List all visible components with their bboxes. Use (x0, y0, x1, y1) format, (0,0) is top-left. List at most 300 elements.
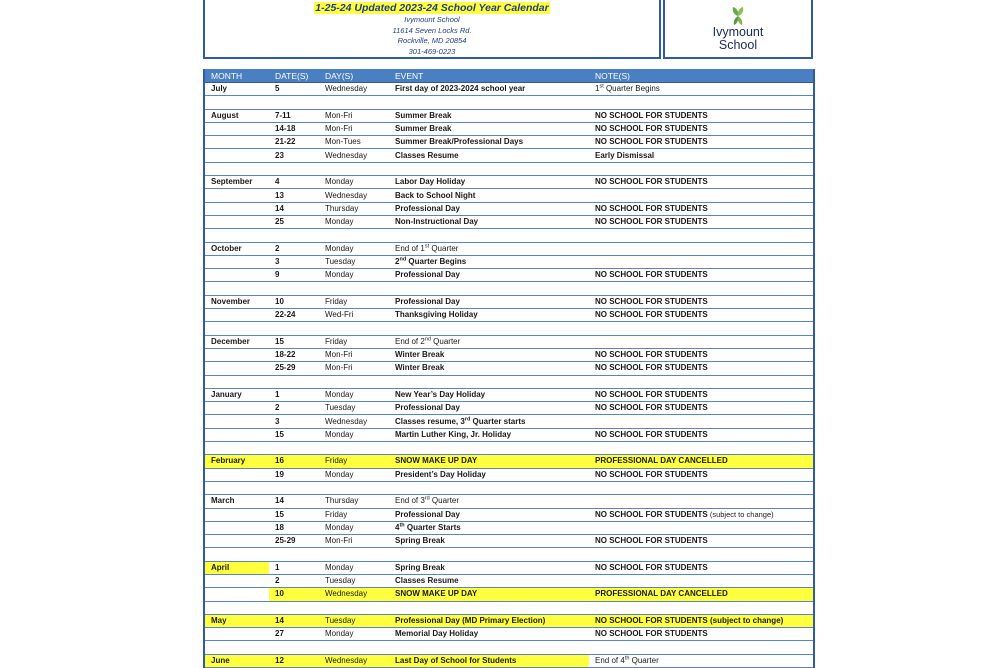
table-row (204, 588, 814, 601)
cell-date: 5 (269, 83, 319, 96)
cell-event (389, 202, 589, 215)
cell-note (589, 202, 814, 215)
cell-month (204, 149, 269, 162)
col-dates-header: DATE(S) (269, 69, 319, 83)
spacer-row (204, 322, 814, 335)
cell-note (589, 508, 814, 521)
empty-cell (589, 601, 814, 614)
cell-note (589, 149, 814, 162)
cell-event (389, 348, 589, 361)
empty-cell (589, 442, 814, 455)
empty-cell (204, 641, 269, 654)
empty-cell (204, 375, 269, 388)
empty-cell (319, 601, 389, 614)
empty-cell (319, 229, 389, 242)
table-row (204, 415, 814, 428)
cell-month: September (204, 176, 269, 189)
cell-day: Mon-Fri (319, 109, 389, 122)
col-month-header: MONTH (204, 69, 269, 83)
cell-note (589, 215, 814, 228)
cell-event (389, 415, 589, 428)
cell-date: 3 (269, 255, 319, 268)
cell-date: 14 (269, 202, 319, 215)
cell-month (204, 574, 269, 587)
cell-date: 7-11 (269, 109, 319, 122)
cell-month: January (204, 388, 269, 401)
school-name: Ivymount School (404, 15, 460, 24)
cell-date: 4 (269, 176, 319, 189)
cell-day: Wednesday (319, 588, 389, 601)
empty-cell (319, 641, 389, 654)
spacer-row (204, 96, 814, 109)
note-text: NO SCHOOL FOR STUDENTS (595, 124, 708, 134)
cell-note (589, 628, 814, 641)
cell-date: 1 (269, 561, 319, 574)
event-text: Winter Break (395, 363, 445, 373)
cell-month (204, 269, 269, 282)
cell-day: Monday (319, 468, 389, 481)
cell-note (589, 242, 814, 255)
event-sup: th (399, 522, 405, 529)
cell-date: 18 (269, 521, 319, 534)
cell-event (389, 309, 589, 322)
event-text-after: Quarter Begins (406, 257, 467, 266)
cell-note (589, 588, 814, 601)
event-text: President’s Day Holiday (395, 469, 486, 479)
event-text: Professional Day (395, 296, 460, 306)
cell-event (389, 388, 589, 401)
cell-day: Wednesday (319, 149, 389, 162)
cell-day: Wednesday (319, 415, 389, 428)
empty-cell (269, 641, 319, 654)
calendar-title: 1-25-24 Updated 2023-24 School Year Calendar (315, 2, 549, 14)
cell-date: 15 (269, 428, 319, 441)
empty-cell (389, 548, 589, 561)
event-sup: nd (424, 336, 431, 343)
spacer-row (204, 442, 814, 455)
cell-month (204, 468, 269, 481)
event-text: Summer Break/Professional Days (395, 137, 524, 147)
cell-date: 19 (269, 468, 319, 481)
cell-note (589, 535, 814, 548)
calendar-table (203, 69, 815, 668)
empty-cell (389, 641, 589, 654)
cell-month (204, 521, 269, 534)
cell-month (204, 136, 269, 149)
empty-cell (589, 641, 814, 654)
cell-month (204, 122, 269, 135)
event-text: First day of 2023-2024 school year (395, 84, 526, 94)
cell-month (204, 255, 269, 268)
table-row (204, 561, 814, 574)
cell-event (389, 614, 589, 627)
calendar-body (204, 83, 814, 668)
spacer-row (204, 375, 814, 388)
cell-note (589, 455, 814, 468)
empty-cell (319, 322, 389, 335)
event-text: Classes Resume (395, 150, 459, 160)
cell-day: Monday (319, 561, 389, 574)
cell-month (204, 628, 269, 641)
cell-date: 13 (269, 189, 319, 202)
note-text-after: Quarter Begins (603, 84, 660, 94)
empty-cell (204, 601, 269, 614)
event-text: Memorial Day Holiday (395, 629, 479, 639)
cell-day: Friday (319, 455, 389, 468)
empty-cell (589, 548, 814, 561)
empty-cell (389, 442, 589, 455)
cell-month (204, 309, 269, 322)
empty-cell (204, 481, 269, 494)
table-row (204, 348, 814, 361)
cell-note (589, 521, 814, 534)
cell-month: June (204, 654, 269, 667)
cell-day: Friday (319, 508, 389, 521)
cell-month: July (204, 83, 269, 96)
event-text: Martin Luther King, Jr. Holiday (395, 429, 512, 439)
cell-event (389, 574, 589, 587)
logo-text-line2: School (718, 38, 758, 52)
cell-day: Thursday (319, 202, 389, 215)
table-row (204, 614, 814, 627)
cell-event (389, 122, 589, 135)
cell-month (204, 508, 269, 521)
empty-cell (589, 96, 814, 109)
cell-event (389, 588, 589, 601)
cell-date: 2 (269, 242, 319, 255)
table-row (204, 309, 814, 322)
event-text-after: Quarter starts (470, 416, 526, 426)
cell-month (204, 348, 269, 361)
cell-date: 1 (269, 388, 319, 401)
cell-date: 25-29 (269, 362, 319, 375)
event-text: New Year’s Day Holiday (395, 389, 486, 399)
table-row (204, 136, 814, 149)
table-row (204, 335, 814, 348)
cell-event (389, 628, 589, 641)
empty-cell (389, 601, 589, 614)
school-logo (663, 0, 813, 59)
event-text: Spring Break (395, 536, 445, 546)
cell-date: 18-22 (269, 348, 319, 361)
cell-month: October (204, 242, 269, 255)
empty-cell (269, 96, 319, 109)
event-text: End of 2 (395, 336, 425, 346)
cell-note (589, 269, 814, 282)
empty-cell (269, 375, 319, 388)
cell-date: 25 (269, 215, 319, 228)
event-sup: nd (399, 256, 407, 263)
cell-month (204, 189, 269, 202)
event-text: 4 (395, 522, 400, 532)
note-sup: th (624, 655, 630, 662)
cell-day: Monday (319, 521, 389, 534)
empty-cell (319, 282, 389, 295)
empty-cell (389, 282, 589, 295)
cell-date: 15 (269, 335, 319, 348)
note-text-after: Quarter (629, 655, 659, 665)
cell-day: Monday (319, 628, 389, 641)
table-row (204, 189, 814, 202)
table-row (204, 468, 814, 481)
leaf-logo-icon (729, 6, 747, 26)
empty-cell (269, 442, 319, 455)
cell-date: 14 (269, 495, 319, 508)
cell-date: 23 (269, 149, 319, 162)
cell-event (389, 455, 589, 468)
cell-day: Monday (319, 242, 389, 255)
note-text: NO SCHOOL FOR STUDENTS (595, 217, 708, 227)
cell-event (389, 269, 589, 282)
cell-event (389, 468, 589, 481)
note-sup: st (599, 83, 604, 90)
note-text: NO SCHOOL FOR STUDENTS (595, 389, 708, 399)
empty-cell (319, 375, 389, 388)
spacer-row (204, 601, 814, 614)
table-row (204, 269, 814, 282)
empty-cell (269, 322, 319, 335)
cell-day: Friday (319, 295, 389, 308)
school-street: 11614 Seven Locks Rd. (392, 25, 472, 35)
spacer-row (204, 548, 814, 561)
table-row (204, 242, 814, 255)
empty-cell (269, 282, 319, 295)
event-text: Last Day of School for Students (395, 655, 517, 665)
table-row (204, 255, 814, 268)
note-text: End of 4 (595, 655, 625, 665)
table-header-row (204, 69, 814, 83)
cell-note (589, 309, 814, 322)
cell-note (589, 495, 814, 508)
note-text: NO SCHOOL FOR STUDENTS (595, 296, 708, 306)
note-text: NO SCHOOL FOR STUDENTS (595, 177, 708, 187)
event-text-after: Quarter Starts (404, 522, 461, 532)
table-row (204, 535, 814, 548)
event-text: Winter Break (395, 350, 445, 360)
cell-month: November (204, 295, 269, 308)
cell-day: Tuesday (319, 255, 389, 268)
event-text: Professional Day (MD Primary Election) (395, 616, 546, 626)
event-text: Non-Instructional Day (395, 217, 479, 227)
cell-day: Mon-Fri (319, 362, 389, 375)
note-text: NO SCHOOL FOR STUDENTS (595, 403, 708, 413)
calendar-header (203, 0, 661, 59)
event-text: End of 1 (395, 243, 425, 253)
event-sup: rd (464, 415, 471, 422)
empty-cell (319, 548, 389, 561)
cell-note (589, 109, 814, 122)
note-text: NO SCHOOL FOR STUDENTS (595, 509, 708, 519)
cell-day: Mon-Fri (319, 348, 389, 361)
event-text: 2 (395, 257, 400, 266)
table-row (204, 362, 814, 375)
cell-date: 14-18 (269, 122, 319, 135)
note-text: NO SCHOOL FOR STUDENTS (595, 469, 708, 479)
empty-cell (319, 162, 389, 175)
cell-note (589, 122, 814, 135)
col-days-header: DAY(S) (319, 69, 389, 83)
cell-note (589, 136, 814, 149)
cell-day: Mon-Tues (319, 136, 389, 149)
spacer-row (204, 229, 814, 242)
cell-event (389, 215, 589, 228)
note-text: NO SCHOOL FOR STUDENTS (595, 203, 708, 213)
cell-event (389, 508, 589, 521)
empty-cell (204, 322, 269, 335)
cell-date: 3 (269, 415, 319, 428)
cell-month (204, 535, 269, 548)
empty-cell (269, 229, 319, 242)
empty-cell (204, 442, 269, 455)
note-text: NO SCHOOL FOR STUDENTS (595, 350, 708, 360)
cell-note (589, 176, 814, 189)
cell-month: May (204, 614, 269, 627)
cell-note (589, 295, 814, 308)
event-sup: st (424, 243, 430, 250)
empty-cell (204, 548, 269, 561)
cell-event (389, 136, 589, 149)
school-phone: 301-469-0223 (408, 46, 456, 56)
cell-event (389, 428, 589, 441)
cell-note (589, 614, 814, 627)
event-text-after: Quarter (429, 496, 460, 506)
cell-date: 21-22 (269, 136, 319, 149)
spacer-row (204, 162, 814, 175)
cell-event (389, 402, 589, 415)
empty-cell (204, 282, 269, 295)
cell-note (589, 362, 814, 375)
cell-event (389, 495, 589, 508)
event-text: SNOW MAKE UP DAY (395, 456, 478, 466)
table-row (204, 295, 814, 308)
cell-day: Tuesday (319, 402, 389, 415)
cell-day: Wed-Fri (319, 309, 389, 322)
empty-cell (589, 375, 814, 388)
event-text: Classes Resume (395, 576, 459, 586)
cell-day: Wednesday (319, 83, 389, 96)
table-row (204, 83, 814, 96)
cell-event (389, 561, 589, 574)
table-row (204, 215, 814, 228)
note-text: Early Dismissal (595, 150, 655, 160)
table-row (204, 202, 814, 215)
empty-cell (389, 229, 589, 242)
cell-date: 22-24 (269, 309, 319, 322)
cell-event (389, 335, 589, 348)
empty-cell (389, 162, 589, 175)
note-text: 1 (595, 84, 600, 94)
cell-note (589, 348, 814, 361)
empty-cell (269, 162, 319, 175)
empty-cell (589, 162, 814, 175)
empty-cell (204, 96, 269, 109)
cell-event (389, 242, 589, 255)
cell-date: 2 (269, 402, 319, 415)
event-text-after: Quarter (429, 243, 459, 253)
note-text: NO SCHOOL FOR STUDENTS (595, 310, 708, 320)
spacer-row (204, 481, 814, 494)
empty-cell (589, 481, 814, 494)
cell-date: 25-29 (269, 535, 319, 548)
empty-cell (589, 322, 814, 335)
cell-note (589, 561, 814, 574)
cell-event (389, 109, 589, 122)
cell-note (589, 574, 814, 587)
event-text: End of 3 (395, 496, 425, 506)
event-text: Professional Day (395, 270, 460, 280)
cell-month (204, 415, 269, 428)
cell-day: Wednesday (319, 654, 389, 667)
cell-month (204, 402, 269, 415)
cell-month (204, 362, 269, 375)
empty-cell (589, 282, 814, 295)
spacer-row (204, 282, 814, 295)
empty-cell (389, 96, 589, 109)
cell-month: April (204, 561, 269, 574)
cell-event (389, 295, 589, 308)
table-row (204, 176, 814, 189)
cell-day: Wednesday (319, 189, 389, 202)
cell-day: Tuesday (319, 614, 389, 627)
cell-day: Mon-Fri (319, 122, 389, 135)
cell-day: Monday (319, 269, 389, 282)
cell-note (589, 189, 814, 202)
event-text: Summer Break (395, 110, 452, 120)
note-text: NO SCHOOL FOR STUDENTS (595, 363, 708, 373)
event-text: Classes resume, 3 (395, 416, 465, 426)
empty-cell (269, 548, 319, 561)
table-row (204, 149, 814, 162)
cell-event (389, 176, 589, 189)
cell-note (589, 83, 814, 96)
event-text: SNOW MAKE UP DAY (395, 589, 478, 599)
empty-cell (269, 481, 319, 494)
cell-date: 10 (269, 588, 319, 601)
cell-month: March (204, 495, 269, 508)
empty-cell (204, 162, 269, 175)
table-row (204, 508, 814, 521)
cell-month (204, 215, 269, 228)
cell-date: 16 (269, 455, 319, 468)
table-row (204, 495, 814, 508)
note-text: NO SCHOOL FOR STUDENTS (subject to change) (595, 616, 784, 626)
cell-date: 12 (269, 654, 319, 667)
cell-month (204, 428, 269, 441)
cell-note (589, 335, 814, 348)
cell-day: Monday (319, 388, 389, 401)
event-text: Professional Day (395, 203, 460, 213)
note-extra: (subject to change) (707, 509, 774, 519)
event-text: Back to School Night (395, 190, 476, 200)
table-row (204, 574, 814, 587)
event-text-after: Quarter (430, 336, 461, 346)
cell-date: 14 (269, 614, 319, 627)
event-text: Thanksgiving Holiday (395, 310, 478, 320)
table-row (204, 428, 814, 441)
cell-month (204, 202, 269, 215)
event-text: Summer Break (395, 124, 452, 134)
cell-note (589, 255, 814, 268)
cell-day: Mon-Fri (319, 535, 389, 548)
cell-day: Tuesday (319, 574, 389, 587)
table-row (204, 388, 814, 401)
note-text: PROFESSIONAL DAY CANCELLED (595, 589, 728, 599)
empty-cell (389, 375, 589, 388)
table-row (204, 122, 814, 135)
event-text: Labor Day Holiday (395, 177, 466, 187)
cell-date: 15 (269, 508, 319, 521)
empty-cell (589, 229, 814, 242)
